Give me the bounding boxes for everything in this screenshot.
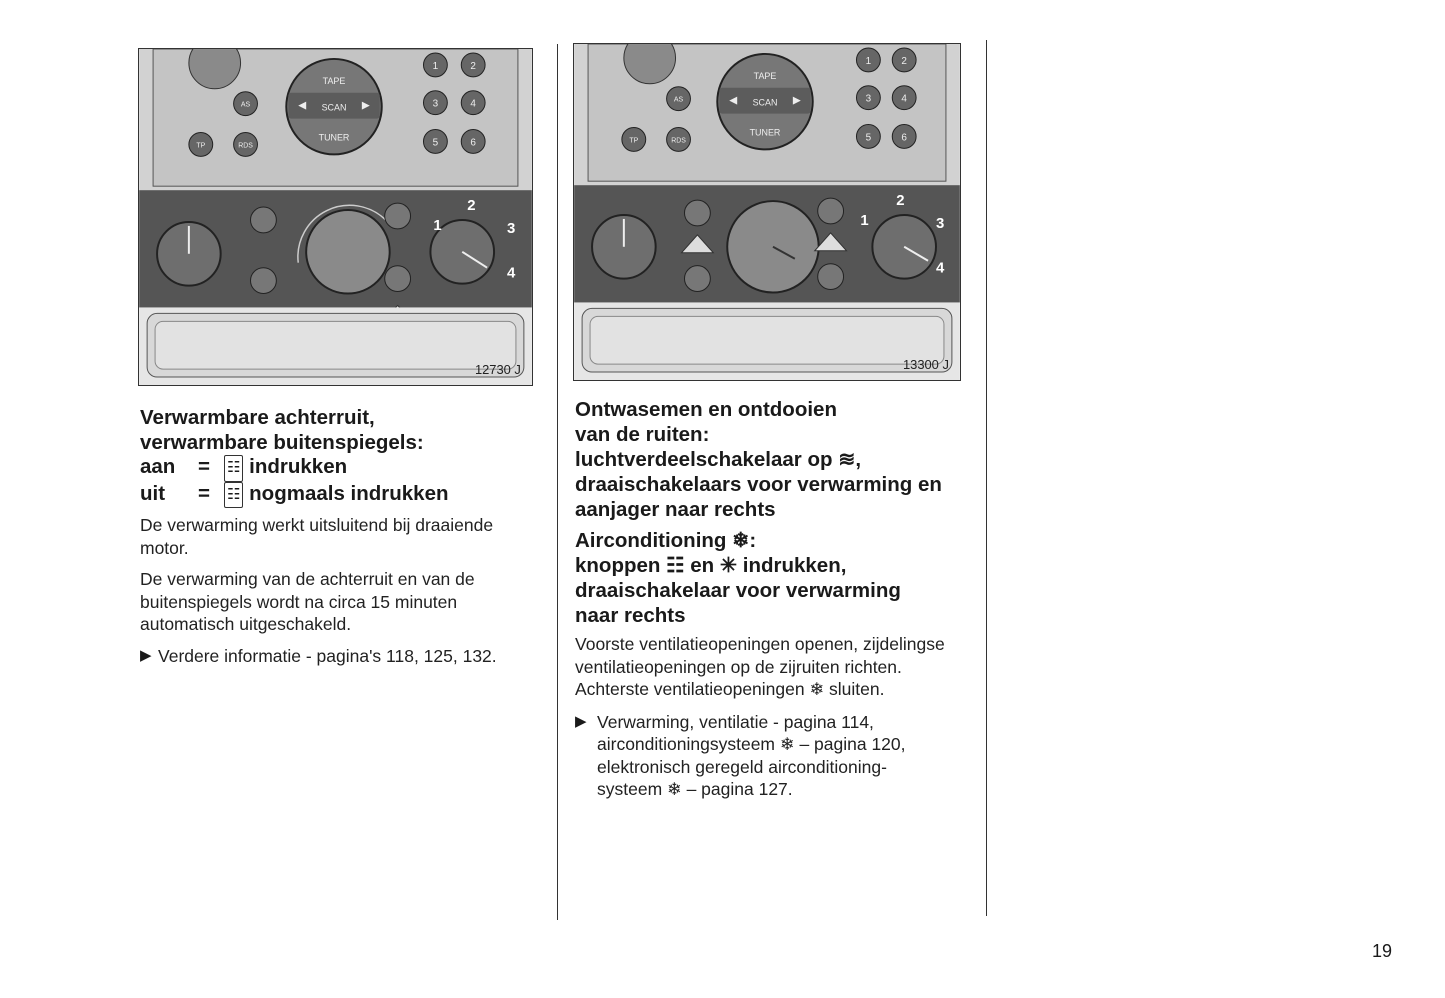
defrost-distribution-icon: ≋ <box>838 448 856 471</box>
tape-label: TAPE <box>322 75 346 86</box>
off-text: nogmaals indrukken <box>249 481 449 505</box>
svg-text:2: 2 <box>470 60 476 72</box>
svg-text:5: 5 <box>865 132 872 144</box>
as-button-label: AS <box>673 96 684 104</box>
tuner-label: TUNER <box>318 132 350 143</box>
right-heading2-line1-text: Airconditioning <box>575 529 727 552</box>
bullet-arrow-icon: ▶ <box>140 646 152 664</box>
svg-text:6: 6 <box>901 132 907 144</box>
left-heading-line1: Verwarmbare achterruit, <box>140 406 375 429</box>
rear-defrost-icon: ☷ <box>224 482 243 509</box>
right-reference-list <box>597 711 906 801</box>
off-instruction <box>140 482 540 509</box>
scan-label: SCAN <box>752 97 778 108</box>
figure-id-right: 13300 J <box>902 357 949 373</box>
reference-ac <box>597 733 906 756</box>
right-heading2-line1: Airconditioning ❄: <box>575 529 757 552</box>
svg-text:1: 1 <box>865 55 872 67</box>
left-text-column <box>140 405 540 667</box>
svg-text:5: 5 <box>432 137 439 149</box>
rds-button-label: RDS <box>671 137 686 145</box>
right-para1-text: Voorste ventilatieopeningen openen, zijdelingse ventilatieopeningen op de zijruiten richten. Achterste ventilatieopeningen <box>575 634 945 699</box>
on-key: aan <box>140 455 176 478</box>
left-para1: De verwarming werkt uitsluitend bij draaiende motor. <box>140 515 494 558</box>
knoppen-text: knoppen <box>575 554 661 577</box>
fan-speed-1: 1 <box>433 217 442 234</box>
bullet-arrow-icon: ▶ <box>575 712 587 730</box>
right-heading1-line5: aanjager naar rechts <box>575 498 776 521</box>
off-equals: = <box>198 481 210 505</box>
right-para1 <box>575 633 965 701</box>
right-heading1-line3: luchtverdeelschakelaar op ≋, <box>575 448 862 471</box>
left-more-info <box>140 645 540 668</box>
right-heading1-line3-text: luchtverdeelschakelaar op <box>575 448 833 471</box>
right-heading1-line2: van de ruiten: <box>575 423 710 446</box>
svg-text:4: 4 <box>470 98 476 110</box>
figure-id-left: 12730 J <box>474 362 521 378</box>
fan-speed-2: 2 <box>467 198 476 215</box>
reference-ac-text: airconditioningsysteem <box>597 734 776 754</box>
right-heading2-line4: naar rechts <box>575 604 686 627</box>
snowflake-icon: ❄ <box>779 734 795 754</box>
page-number: 19 <box>1372 941 1393 961</box>
svg-text:2: 2 <box>901 55 907 67</box>
figure-defrost <box>573 43 961 381</box>
reference-system-text: systeem <box>597 779 663 799</box>
snowflake-icon: ❄ <box>667 779 682 799</box>
snowflake-icon: ❄ <box>732 529 750 552</box>
reference-ac-page: – pagina 120, <box>799 734 906 754</box>
svg-text:4: 4 <box>901 93 907 105</box>
left-more-text: Verdere informatie - pagina's 118, 125, 132. <box>158 645 497 666</box>
fan-speed-3: 3 <box>935 215 945 232</box>
rear-defrost-icon: ☷ <box>224 455 243 482</box>
rds-button-label: RDS <box>238 142 253 150</box>
reference-heating: Verwarming, ventilatie - pagina 114, <box>597 711 874 732</box>
tp-button-label: TP <box>629 137 639 145</box>
tuner-label: TUNER <box>749 127 781 138</box>
column-rule-left <box>557 44 558 920</box>
right-references <box>575 711 970 801</box>
right-heading1-line1: Ontwasemen en ontdooien <box>575 398 837 421</box>
left-para2: De verwarming van de achterruit en van de buitenspiegels wordt na circa 15 minuten automatisch uitgeschakeld. <box>140 569 475 634</box>
on-text: indrukken <box>249 455 348 478</box>
ac-icon: ✳ <box>719 554 738 577</box>
right-heading2-line3: draaischakelaar voor verwarming <box>575 579 901 602</box>
scan-label: SCAN <box>321 102 347 113</box>
svg-text:6: 6 <box>470 137 476 149</box>
right-para1-end: sluiten. <box>829 679 885 699</box>
right-heading2-line2 <box>575 553 970 578</box>
tp-button-label: TP <box>196 142 206 150</box>
fan-speed-2: 2 <box>896 193 905 210</box>
right-text-column <box>575 397 970 801</box>
fan-speed-4: 4 <box>935 260 945 277</box>
snowflake-icon: ❄ <box>809 679 825 699</box>
on-equals: = <box>198 455 210 478</box>
svg-text:3: 3 <box>865 93 872 105</box>
off-key: uit <box>140 481 166 505</box>
on-instruction <box>140 455 540 482</box>
fan-speed-4: 4 <box>506 265 516 282</box>
console-illustration-right <box>574 44 960 380</box>
right-heading1-line4: draaischakelaars voor verwarming en <box>575 473 942 496</box>
left-heading-line2: verwarmbare buitenspiegels: <box>140 431 424 454</box>
reference-electronic-ac: elektronisch geregeld airconditioning- <box>597 756 887 777</box>
reference-system <box>597 778 906 801</box>
reference-system-page: – pagina 127. <box>686 779 793 799</box>
tape-label: TAPE <box>753 70 777 81</box>
svg-text:1: 1 <box>432 60 439 72</box>
windscreen-defrost-icon: ☷ <box>666 554 685 577</box>
console-illustration-left <box>139 49 532 385</box>
column-rule-right <box>986 40 987 916</box>
as-button-label: AS <box>240 101 251 109</box>
en-text: en <box>690 554 715 577</box>
svg-text:3: 3 <box>432 98 439 110</box>
fan-speed-3: 3 <box>506 220 516 237</box>
fan-speed-1: 1 <box>860 212 869 229</box>
figure-heated-rear-window <box>138 48 533 386</box>
indrukken-text: indrukken, <box>742 554 847 577</box>
